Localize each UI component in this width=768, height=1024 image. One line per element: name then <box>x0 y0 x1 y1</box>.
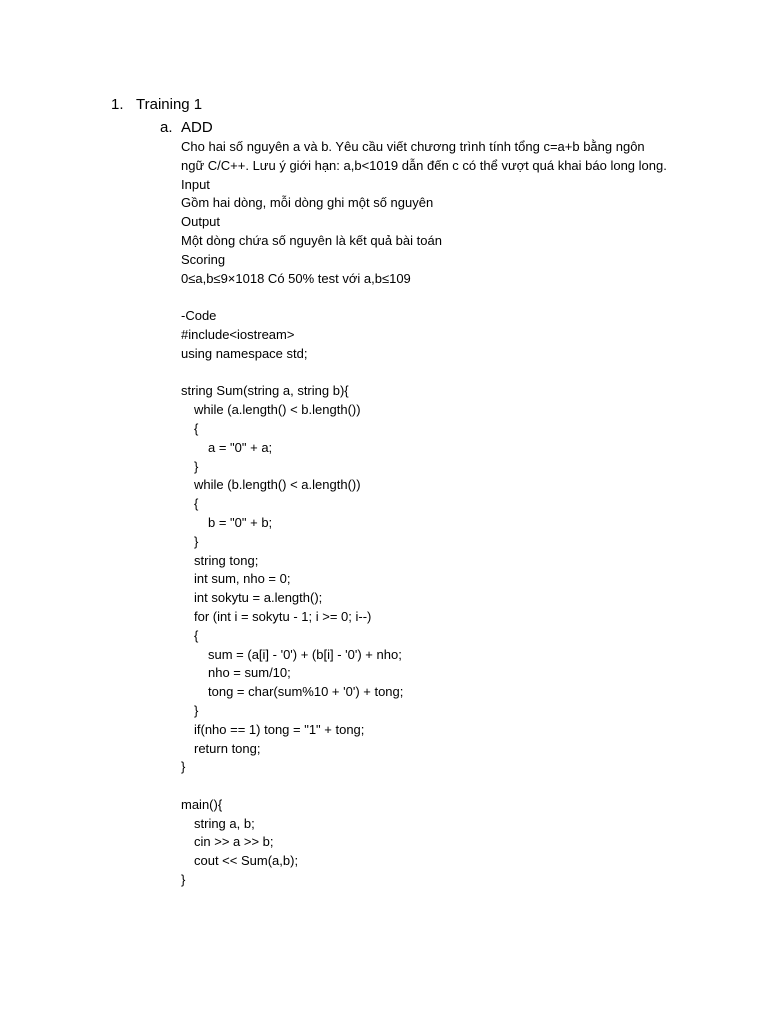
code-line: string tong; <box>194 552 259 568</box>
section-number: 1. <box>111 96 124 113</box>
code-line: string a, b; <box>194 815 255 831</box>
code-line: } <box>181 872 186 888</box>
code-line: while (a.length() < b.length()) <box>194 402 361 418</box>
code-line: #include<iostream> <box>181 326 295 342</box>
code-line <box>181 364 671 383</box>
code-line: cin >> a >> b; <box>194 834 274 850</box>
code-line: b = "0" + b; <box>208 514 273 530</box>
problem-description: Cho hai số nguyên a và b. Yêu cầu viết chương trình tính tổng c=a+b bằng ngôn ngữ C/C++. Lưu ý giới hạn: a,b<1019 dẫn đến c có thể vượt quá khai báo long long. <box>181 139 667 173</box>
code-line: return tong; <box>194 740 261 756</box>
scoring-text: 0≤a,b≤9×1018 Có 50% test với a,b≤109 <box>181 270 411 286</box>
code-line: tong = char(sum%10 + '0') + tong; <box>208 684 404 700</box>
scoring-label: Scoring <box>181 251 226 267</box>
code-line: { <box>194 627 199 643</box>
input-text: Gồm hai dòng, mỗi dòng ghi một số nguyên <box>181 195 434 211</box>
section-heading <box>111 95 202 115</box>
code-line: nho = sum/10; <box>208 665 291 681</box>
code-line: { <box>194 496 199 512</box>
code-label: -Code <box>181 308 217 324</box>
code-line <box>181 777 671 796</box>
section-title: Training 1 <box>136 96 203 113</box>
code-line: { <box>194 420 199 436</box>
code-line: } <box>194 458 199 474</box>
code-line: main(){ <box>181 796 223 812</box>
code-line: } <box>194 533 199 549</box>
problem-body <box>181 138 671 890</box>
code-line: } <box>194 702 199 718</box>
input-label: Input <box>181 176 210 192</box>
code-block <box>181 326 671 890</box>
subsection-title: ADD <box>181 119 213 136</box>
output-text: Một dòng chứa số nguyên là kết quả bài toán <box>181 232 442 248</box>
code-line: a = "0" + a; <box>208 439 273 455</box>
code-line: int sokytu = a.length(); <box>194 590 323 606</box>
output-label: Output <box>181 214 221 230</box>
subsection-letter: a. <box>160 119 173 136</box>
code-line: using namespace std; <box>181 345 308 361</box>
subsection-heading <box>160 118 213 138</box>
code-line: for (int i = sokytu - 1; i >= 0; i--) <box>194 608 372 624</box>
code-line: int sum, nho = 0; <box>194 571 291 587</box>
code-line: } <box>181 759 186 775</box>
code-line: string Sum(string a, string b){ <box>181 383 349 399</box>
blank-line <box>181 288 671 307</box>
code-line: sum = (a[i] - '0') + (b[i] - '0') + nho; <box>208 646 402 662</box>
code-line: cout << Sum(a,b); <box>194 853 299 869</box>
code-line: if(nho == 1) tong = "1" + tong; <box>194 721 365 737</box>
code-line: while (b.length() < a.length()) <box>194 477 361 493</box>
